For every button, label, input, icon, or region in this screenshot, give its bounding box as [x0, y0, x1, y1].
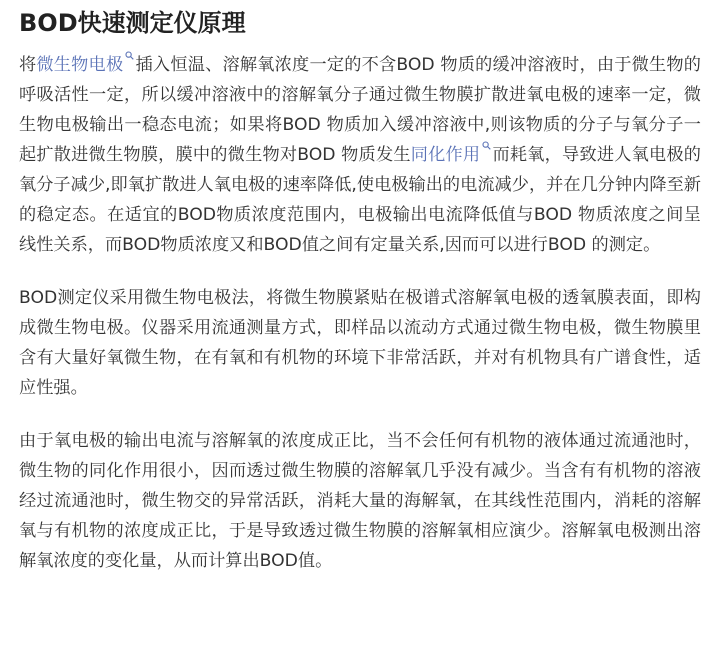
link-assimilation[interactable]: 同化作用	[410, 145, 481, 165]
text-segment: 而耗氧，导致进人氧电极的氧分子减少,即氧扩散进人氧电极的速率降低,使电极输出的电流减少，并在几分钟内降至新的稳定态。在适宜的BOD物质浓度范围内，电极输出电流降低值与BOD 物质浓度之间呈线性关系，而BOD物质浓度又和BOD值之间有定量关系,因而可以进行BOD 的测定。	[19, 145, 701, 255]
paragraph-2: BOD测定仪采用微生物电极法，将微生物膜紧贴在极谱式溶解氧电极的透氧膜表面，即构成微生物电极。仪器采用流通测量方式，即样品以流动方式通过微生物电极，微生物膜里含有大量好氧微生物，在有氧和有机物的环境下非常活跃，并对有机物具有广谱食性，适应性强。	[19, 288, 701, 398]
paragraph-1	[19, 50, 701, 260]
search-icon[interactable]	[125, 51, 134, 60]
search-icon[interactable]	[482, 141, 491, 150]
text-segment: 将	[19, 55, 37, 75]
text-segment: 插入恒温、溶解氧浓度一定的不含BOD 物质的缓冲溶液时，由于微生物的呼吸活性一定，所以缓冲溶液中的溶解氧分子通过微生物膜扩散进氧电极的速率一定，微生物电极输出一稳态电流；如果将BOD 物质加入缓冲溶液中,则该物质的分子与氧分子一起扩散进微生物膜，膜中的微生物对BOD 物质发生	[19, 55, 701, 165]
link-microbial-electrode[interactable]: 微生物电极	[36, 55, 124, 75]
page-title: BOD快速测定仪原理	[19, 9, 246, 37]
paragraph-3: 由于氧电极的输出电流与溶解氧的浓度成正比，当不会任何有机物的液体通过流通池时，微生物的同化作用很小，因而透过微生物膜的溶解氧几乎没有减少。当含有有机物的溶液经过流通池时，微生物交的异常活跃，消耗大量的海解氧，在其线性范围内，消耗的溶解氧与有机物的浓度成正比，于是导致透过微生物膜的溶解氧相应演少。溶解氧电极测出溶解氧浓度的变化量，从而计算出BOD值。	[19, 431, 701, 571]
